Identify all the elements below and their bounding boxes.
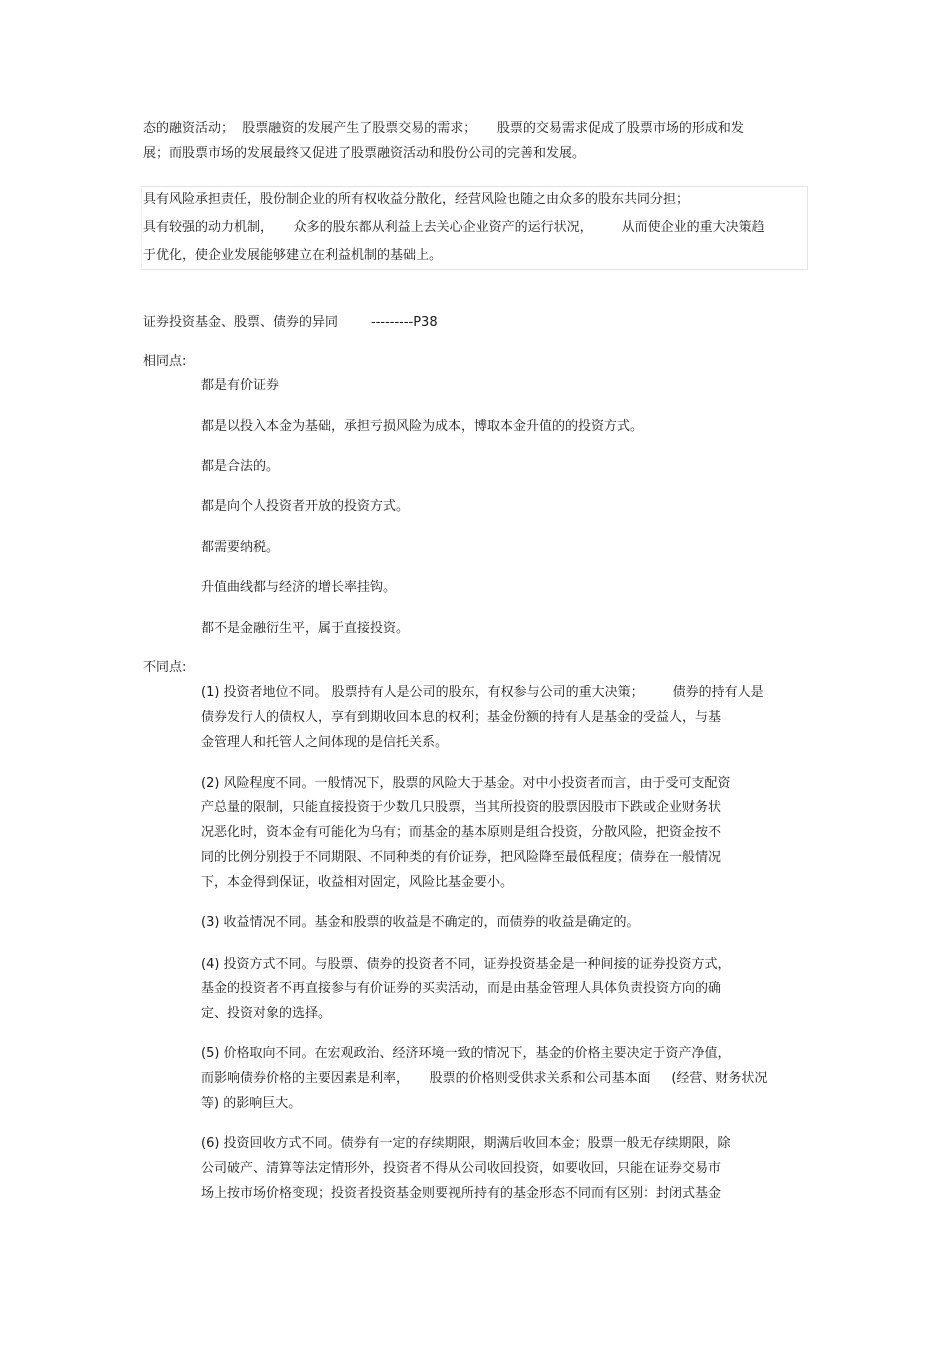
difference-6-line: 公司破产、清算等法定情形外，投资者不得从公司收回投资，如要收回，只能在证券交易市 [201,1161,722,1176]
similarities-label: 相同点: [143,354,187,369]
similarity-item: 升值曲线都与经济的增长率挂钩。 [201,580,397,595]
difference-5-line: (5) 价格取向不同。在宏观政治、经济环境一致的情况下，基金的价格主要决定于资产净值， [201,1046,731,1061]
similarity-item: 都是合法的。 [201,459,280,474]
difference-6-line: 场上按市场价格变现；投资者投资基金则要视所持有的基金形态不同而有区别：封闭式基金 [201,1186,722,1201]
difference-5-line: 等) 的影响巨大。 [201,1096,302,1111]
difference-2-line: (2) 风险程度不同。一般情况下，股票的风险大于基金。对中小投资者而言，由于受可支配资 [201,776,731,791]
difference-3-line: (3) 收益情况不同。基金和股票的收益是不确定的，而债券的收益是确定的。 [201,915,640,930]
similarity-item: 都不是金融衍生平，属于直接投资。 [201,621,410,636]
difference-4-line: 基金的投资者不再直接参与有价证券的买卖活动，而是由基金管理人具体负责投资方向的确 [201,981,722,996]
difference-4-line: (4) 投资方式不同。与股票、债券的投资者不同，证券投资基金是一种间接的证券投资方式， [201,957,731,972]
intro-line-1: 态的融资活动； 股票融资的发展产生了股票交易的需求； 股票的交易需求促成了股票市场的形成和发 [143,121,744,136]
section-page-ref: ---------P38 [371,315,438,330]
difference-2-line: 况恶化时，资本金有可能化为乌有；而基金的基本原则是组合投资，分散风险，把资金按不 [201,825,722,840]
intro-line-2: 展；而股票市场的发展最终又促进了股票融资活动和股份公司的完善和发展。 [143,146,586,161]
difference-6-line: (6) 投资回收方式不同。债券有一定的存续期限，期满后收回本金；股票一般无存续期限，除 [201,1136,731,1151]
difference-1-line: 金管理人和托管人之间体现的是信托关系。 [201,735,449,750]
box-line-2: 具有较强的动力机制， 众多的股东都从利益上去关心企业资产的运行状况， 从而使企业的重大决策趋 [143,220,765,235]
box-line-3: 于优化，使企业发展能够建立在利益机制的基础上。 [143,248,443,263]
difference-1-line: (1) 投资者地位不同。 股票持有人是公司的股东，有权参与公司的重大决策； 债券的持有人是 [201,685,764,700]
section-heading: 证券投资基金、股票、债券的异同 [143,315,339,330]
difference-1-line: 债券发行人的债权人，享有到期收回本息的权利；基金份额的持有人是基金的受益人，与基 [201,710,722,725]
difference-5-line: 而影响债券价格的主要因素是利率， 股票的价格则受供求关系和公司基本面 (经营、财务状况 [201,1071,768,1086]
difference-2-line: 下，本金得到保证，收益相对固定，风险比基金要小。 [201,875,514,890]
similarity-item: 都是有价证券 [201,378,280,393]
differences-label: 不同点: [143,660,187,675]
similarity-item: 都需要纳税。 [201,540,280,555]
similarity-item: 都是以投入本金为基础，承担亏损风险为成本，博取本金升值的的投资方式。 [201,419,644,434]
difference-4-line: 定、投资对象的选择。 [201,1006,332,1021]
box-line-1: 具有风险承担责任，股份制企业的所有权收益分散化，经营风险也随之由众多的股东共同分担； [143,192,690,207]
difference-2-line: 产总量的限制，只能直接投资于少数几只股票，当其所投资的股票因股市下跌或企业财务状 [201,800,722,815]
similarity-item: 都是向个人投资者开放的投资方式。 [201,499,410,514]
difference-2-line: 同的比例分别投于不同期限、不同种类的有价证券，把风险降至最低程度；债券在一般情况 [201,850,722,865]
